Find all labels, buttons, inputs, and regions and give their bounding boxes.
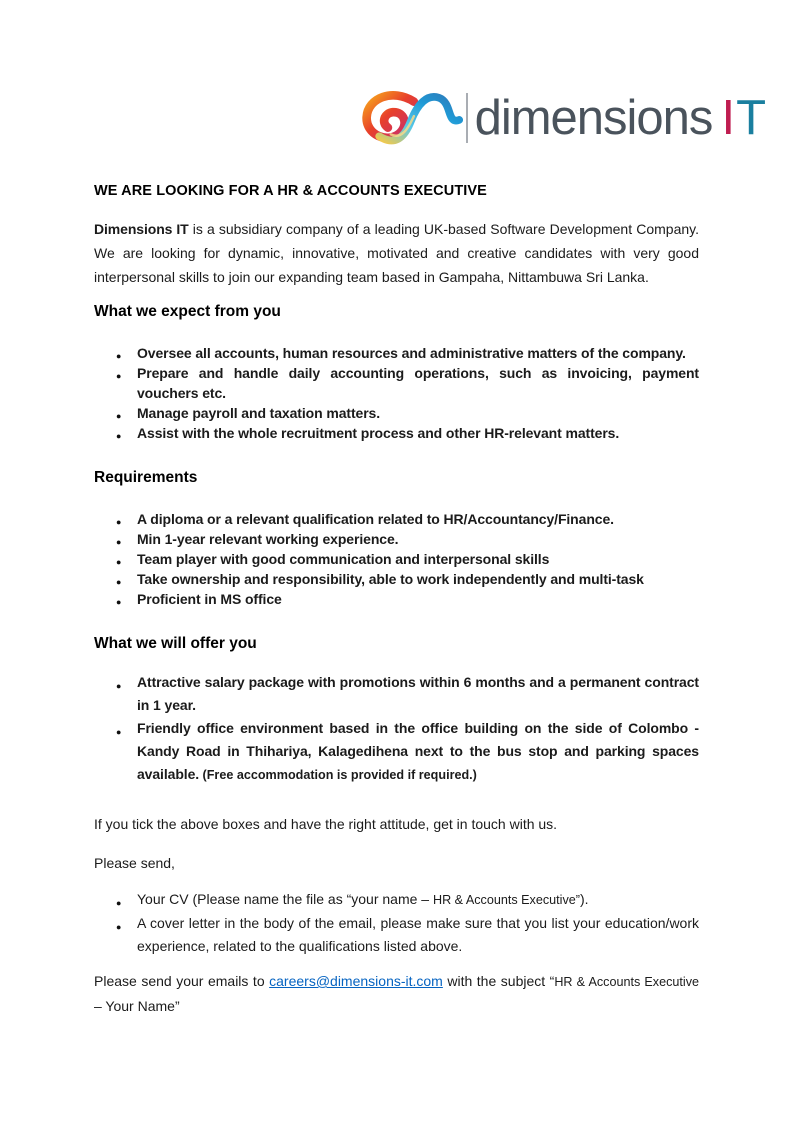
- final-role-small: HR & Accounts Executive: [554, 975, 700, 989]
- list-item: ● Attractive salary package with promotions within 6 months and a permanent contract in 1 year.: [137, 671, 699, 717]
- list-item: ● Min 1-year relevant working experience.: [137, 529, 699, 549]
- list-item: ● A cover letter in the body of the email, please make sure that you list your education/work experience, related to the qualifications listed above.: [137, 912, 699, 958]
- list-item: ● Prepare and handle daily accounting operations, such as invoicing, payment vouchers etc.: [137, 363, 699, 403]
- logo-divider: [466, 93, 468, 143]
- list-item: ● Assist with the whole recruitment process and other HR-relevant matters.: [137, 423, 699, 443]
- page-title: WE ARE LOOKING FOR A HR & ACCOUNTS EXECUTIVE: [94, 183, 487, 199]
- list-item: ● Oversee all accounts, human resources and administrative matters of the company.: [137, 343, 699, 363]
- final-post: – Your Name”: [94, 998, 180, 1014]
- list-item: [137, 888, 699, 912]
- logo-row: [0, 0, 793, 150]
- section-heading-requirements: Requirements: [94, 469, 198, 486]
- tick-line: If you tick the above boxes and have the right attitude, get in touch with us.: [94, 816, 558, 832]
- list-item: ● Take ownership and responsibility, able to work independently and multi-task: [137, 569, 699, 589]
- logo-letter-t: T: [736, 90, 767, 145]
- list-item: ● A diploma or a relevant qualification related to HR/Accountancy/Finance.: [137, 509, 699, 529]
- list-item: [137, 717, 699, 787]
- cv-bullet-post: ).: [579, 891, 589, 907]
- list-item: ● Team player with good communication and interpersonal skills: [137, 549, 699, 569]
- logo-letter-i: I: [721, 90, 737, 145]
- final-mid: with the subject “: [442, 973, 555, 989]
- offer-bullet-list: [94, 671, 699, 787]
- company-name: Dimensions IT: [94, 221, 189, 237]
- section-heading-expect: What we expect from you: [94, 303, 281, 320]
- expect-bullet-list: [94, 343, 699, 443]
- list-item: ● Manage payroll and taxation matters.: [137, 403, 699, 423]
- intro-text: is a subsidiary company of a leading UK-based Software Development Company. We are looking for dynamic, innovative, motivated and creative candidates with very good interpersonal skills to join our expanding team based in Gampaha, Nittambuwa Sri Lanka.: [94, 221, 699, 285]
- ribbon-swirl-logo-icon: [358, 86, 464, 150]
- list-item: ● Proficient in MS office: [137, 589, 699, 609]
- accommodation-note: (Free accommodation is provided if required.): [199, 768, 477, 782]
- dimensions-it-logo: [358, 86, 767, 150]
- final-pre: Please send your emails to: [94, 973, 270, 989]
- logo-wordmark: dimensions: [474, 90, 713, 145]
- requirements-bullet-list: [94, 509, 699, 609]
- document-body: [0, 183, 793, 1018]
- send-items-list: [94, 888, 699, 958]
- logo-it-suffix: [721, 90, 767, 145]
- cv-bullet-pre: Your CV (Please name the file as “your name –: [137, 891, 433, 907]
- please-send-line: Please send,: [94, 855, 175, 871]
- section-heading-offer: What we will offer you: [94, 635, 257, 652]
- careers-email-link[interactable]: careers@dimensions-it.com: [269, 973, 443, 989]
- cv-bullet-role: HR & Accounts Executive”: [432, 893, 580, 907]
- final-paragraph: [94, 969, 699, 1018]
- offer-location-text: Friendly office environment based in the office building on the side of Colombo - Kandy Road in Thihariya, Kalagedihena next to the bus stop and parking spaces available.: [137, 720, 699, 782]
- intro-paragraph: [94, 217, 699, 289]
